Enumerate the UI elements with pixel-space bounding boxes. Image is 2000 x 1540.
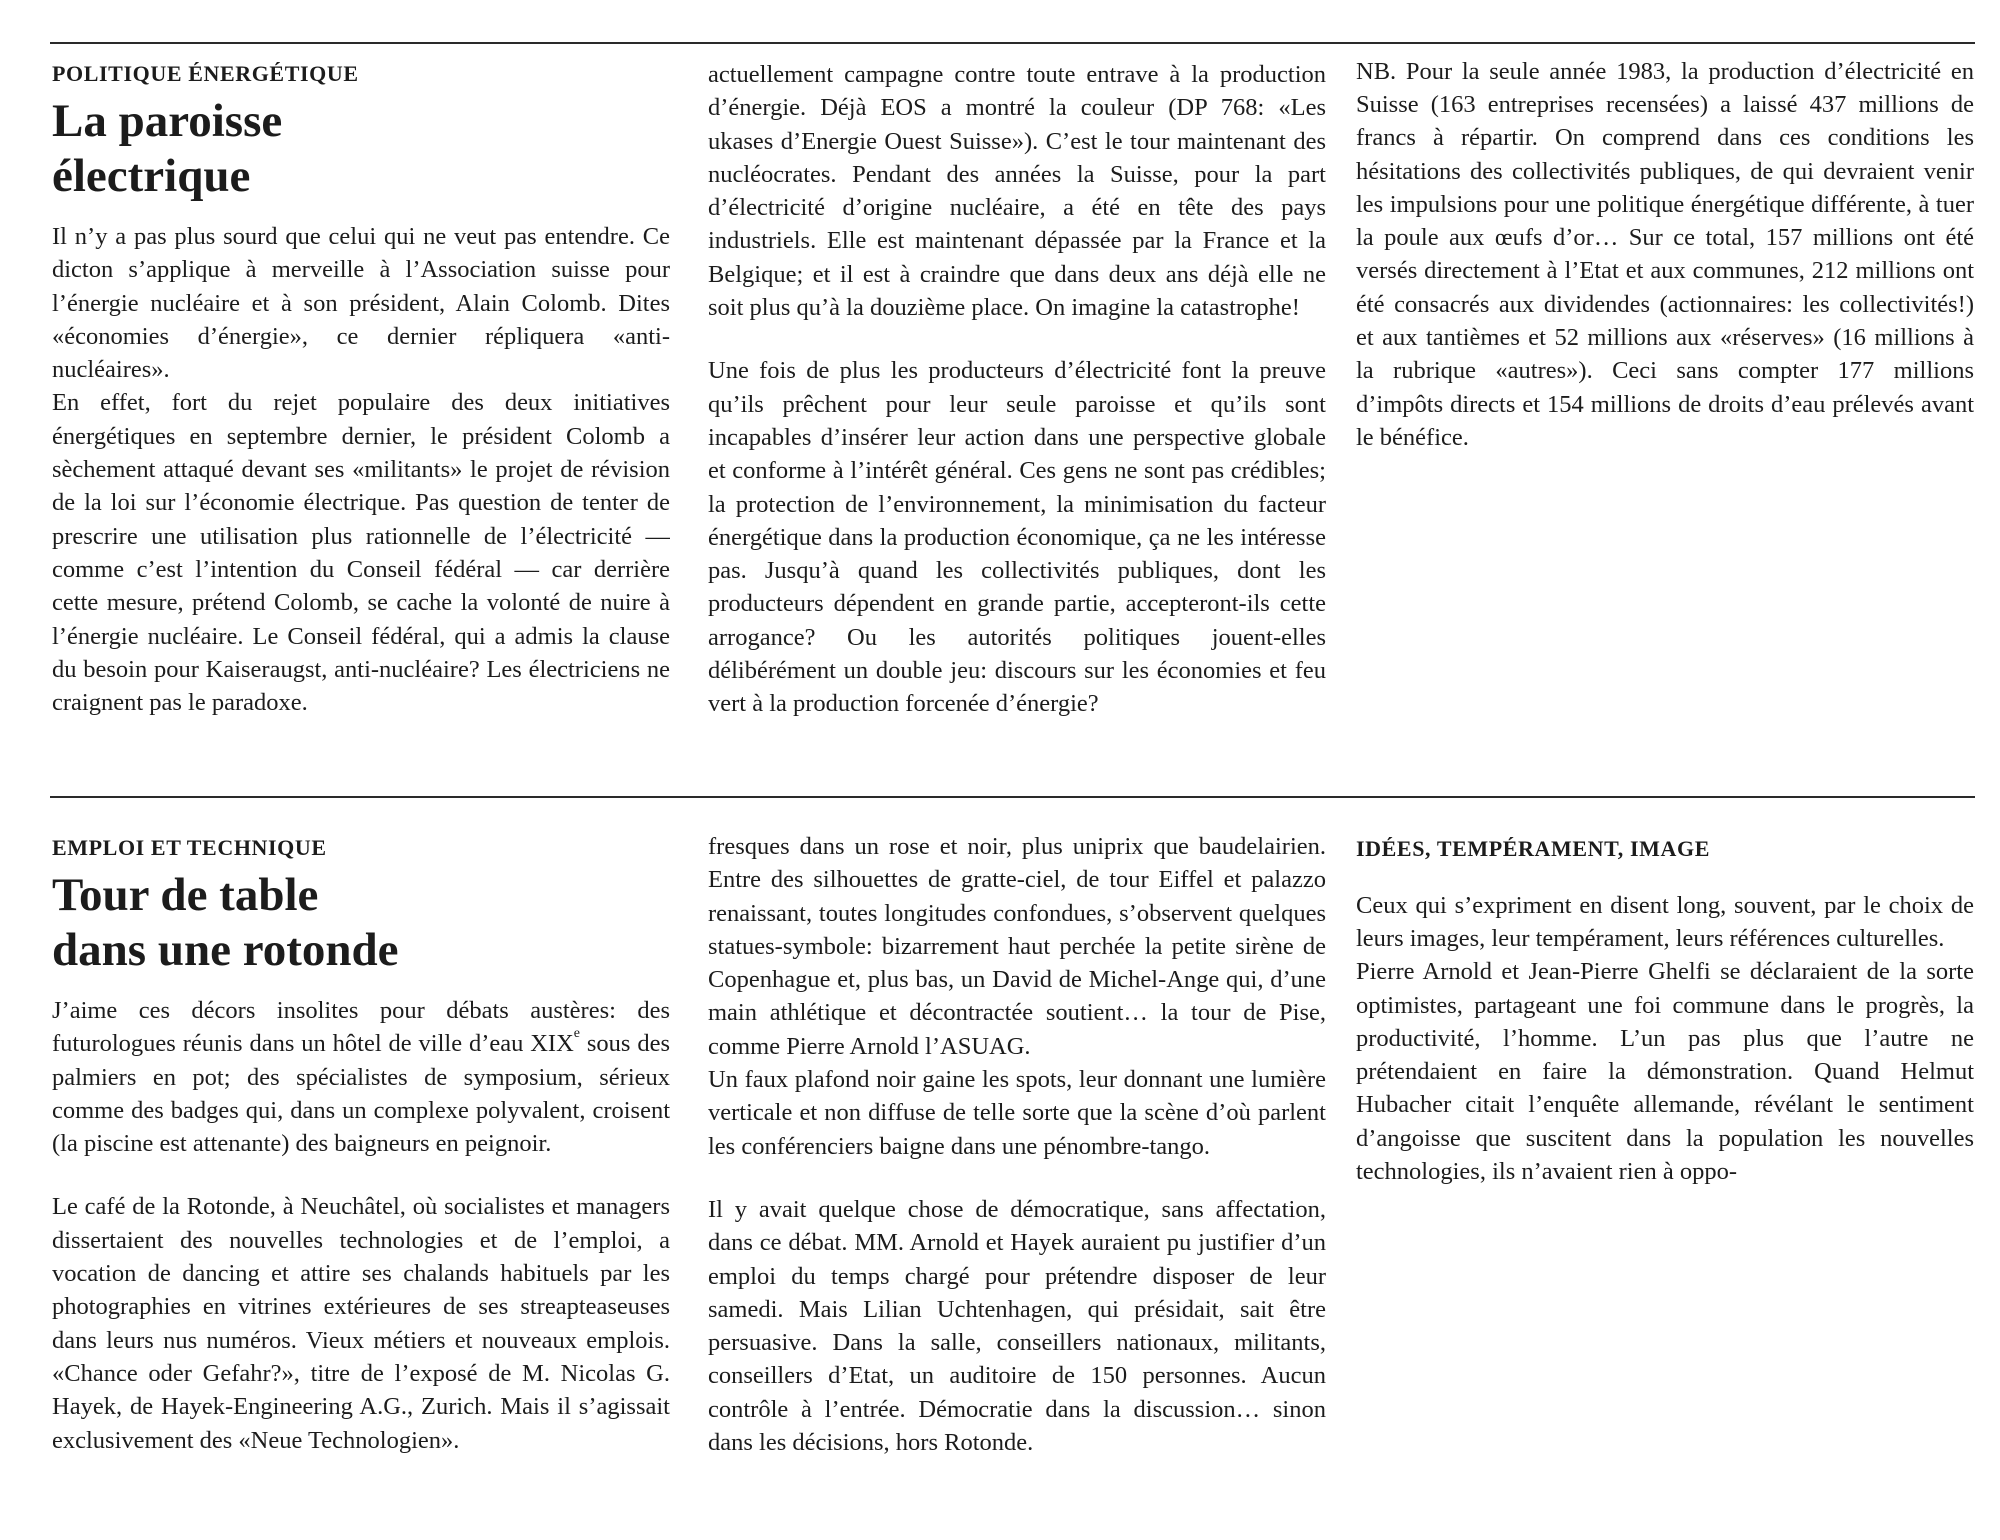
article1-headline	[52, 94, 670, 204]
article1-paragraph-2: En effet, fort du rejet populaire des deux initiatives énergétiques en septembre dernier, le président Colomb a sèchement attaqué devant ses «militants» le projet de révision de la loi sur l’économie électrique. Pas question de tenter de prescrire une utilisation plus rationnelle de l’électricité — comme c’est l’intention du Conseil fédéral — car derrière cette mesure, prétend Colomb, se cache la volonté de nuire à l’énergie nucléaire. Le Conseil fédéral, qui a admis la clause du besoin pour Kaiseraugst, anti-nucléaire? Les électriciens ne craignent pas le paradoxe.	[52, 389, 670, 717]
article2-paragraph-4: Un faux plafond noir gaine les spots, leur donnant une lumière verticale et non diffuse de telle sorte que la scène d’où parlent les conférenciers baigne dans une pénombre-tango.	[708, 1066, 1326, 1160]
article2-p1-text-a: J’aime ces décors insolites pour débats austères: des futurologues réunis dans un hôtel de ville d’eau XIX	[52, 997, 670, 1058]
article2-paragraph-6: Ceux qui s’expriment en disent long, souvent, par le choix de leurs images, leur tempérament, leurs références culturelles.	[1356, 891, 1974, 952]
article2-headline	[52, 868, 670, 978]
article1-column-2	[708, 58, 1326, 763]
article1-paragraph-4: Une fois de plus les producteurs d’électricité font la preuve qu’ils prêchent pour leur seule paroisse et qu’ils sont incapables d’insérer leur action dans une perspective globale et conforme à l’intérêt général. Ces gens ne sont pas crédibles; la protection de l’environnement, la minimisation du facteur énergétique dans la production économique, ça ne les intéresse pas. Jusqu’à quand les collectivités publiques, dont les producteurs dépendent en grande partie, accepteront-ils cette arrogance? Ou les autorités politiques jouent-elles délibérément un double jeu: discours sur les économies et feu vert à la production forcenée d’énergie?	[708, 357, 1326, 718]
article2-paragraph-3: fresques dans un rose et noir, plus uniprix que baudelairien. Entre des silhouettes de gratte-ciel, de tour Eiffel et palazzo renaissant, toutes longitudes confondues, s’observent quelques statues-symbole: bizarrement haut perchée la petite sirène de Copenhague et, plus bas, un David de Michel-Ange qui, d’une main athlétique et décontractée soutient… la tour de Pise, comme Pierre Arnold l’ASUAG.	[708, 832, 1326, 1060]
article2-paragraph-1	[52, 994, 670, 1160]
article2-headline-line1: Tour de table	[52, 869, 319, 921]
article1-paragraph-3: actuellement campagne contre toute entrave à la production d’énergie. Déjà EOS a montré la couleur (DP 768: «Les ukases d’Energie Ouest Suisse»). C’est le tour maintenant des nucléocrates. Pendant des années la Suisse, pour la part d’électricité d’origine nucléaire, a été en tête des pays industriels. Elle est maintenant dépassée par la France et la Belgique; et il est à craindre que dans deux ans déjà elle ne soit plus qu’à la douzième place. On imagine la catastrophe!	[708, 60, 1326, 322]
article2-column-3	[1356, 830, 1974, 1505]
article2-kicker: EMPLOI ET TECHNIQUE	[52, 835, 327, 860]
section-divider-rule	[50, 796, 1975, 798]
article1-column-1	[52, 54, 670, 774]
article2-column-1	[52, 828, 670, 1498]
article1-column-3	[1356, 58, 1974, 770]
article2-p1-text-b: sous des palmiers en pot; des spécialistes de symposium, sérieux comme des badges qui, dans un complexe polyvalent, croisent (la piscine est attenante) des baigneurs en peignoir.	[52, 1030, 670, 1158]
article1-headline-line1: La paroisse	[52, 95, 283, 147]
article2-paragraph-5: Il y avait quelque chose de démocratique, sans affectation, dans ce débat. MM. Arnold et Hayek auraient pu justifier d’un emploi du temps chargé pour prétendre disposer de leur samedi. Mais Lilian Uchtenhagen, qui présidait, sait être persuasive. Dans la salle, conseillers nationaux, militants, conseillers d’Etat, un auditoire de 150 personnes. Aucun contrôle à l’entrée. Démocratie dans la discussion… sinon dans les décisions, hors Rotonde.	[708, 1195, 1326, 1457]
article2-paragraph-2: Le café de la Rotonde, à Neuchâtel, où socialistes et managers dissertaient des nouvelles technologies et de l’emploi, a vocation de dancing et attire ses chalands habituels par les photographies en vitrines extérieures de ses streapteaseuses dans leurs nus numéros. Vieux métiers et nouveaux emplois. «Chance oder Gefahr?», titre de l’exposé de M. Nicolas G. Hayek, de Hayek-Engineering A.G., Zurich. Mais il s’agissait exclusivement des «Neue Technologien».	[52, 1193, 670, 1454]
article1-kicker: POLITIQUE ÉNERGÉTIQUE	[52, 61, 359, 86]
article1-paragraph-1: Il n’y a pas plus sourd que celui qui ne veut pas entendre. Ce dicton s’applique à merveille à l’Association suisse pour l’énergie nucléaire et à son président, Alain Colomb. Dites «économies d’énergie», ce dernier répliquera «anti-nucléaires».	[52, 223, 670, 384]
article2-p1-superscript: e	[573, 1026, 581, 1042]
article2-paragraph-7: Pierre Arnold et Jean-Pierre Ghelfi se déclaraient de la sorte optimistes, partageant une foi commune dans le progrès, la productivité, l’homme. L’un pas plus que l’autre ne prétendaient en faire la démonstration. Quand Helmut Hubacher citait l’enquête allemande, révélant le sentiment d’angoisse que suscitent dans la population les nouvelles technologies, ils n’avaient rien à oppo-	[1356, 958, 1974, 1186]
top-rule	[50, 42, 1975, 44]
article1-headline-line2: électrique	[52, 150, 251, 202]
article1-column-3-flow	[1356, 58, 1974, 454]
article2-subhead: IDÉES, TEMPÉRAMENT, IMAGE	[1356, 835, 1711, 861]
article2-column-2	[708, 830, 1326, 1500]
article2-column-3-flow	[1356, 830, 1974, 1188]
article1-column-2-flow	[708, 58, 1326, 721]
article2-column-2-flow	[708, 830, 1326, 1459]
article2-headline-line2: dans une rotonde	[52, 924, 399, 976]
article1-paragraph-5: NB. Pour la seule année 1983, la production d’électricité en Suisse (163 entreprises recensées) a laissé 437 millions de francs à répartir. On comprend dans ces conditions les hésitations des collectivités publiques, de qui devraient venir les impulsions pour une politique énergétique différente, à tuer la poule aux œufs d’or… Sur ce total, 157 millions ont été versés directement à l’Etat et aux communes, 212 millions ont été consacrés aux dividendes (actionnaires: les collectivités!) et aux tantièmes et 52 millions aux «réserves» (16 millions à la rubrique «autres»). Ceci sans compter 177 millions d’impôts directs et 154 millions de droits d’eau prélevés avant le bénéfice.	[1356, 58, 1974, 451]
